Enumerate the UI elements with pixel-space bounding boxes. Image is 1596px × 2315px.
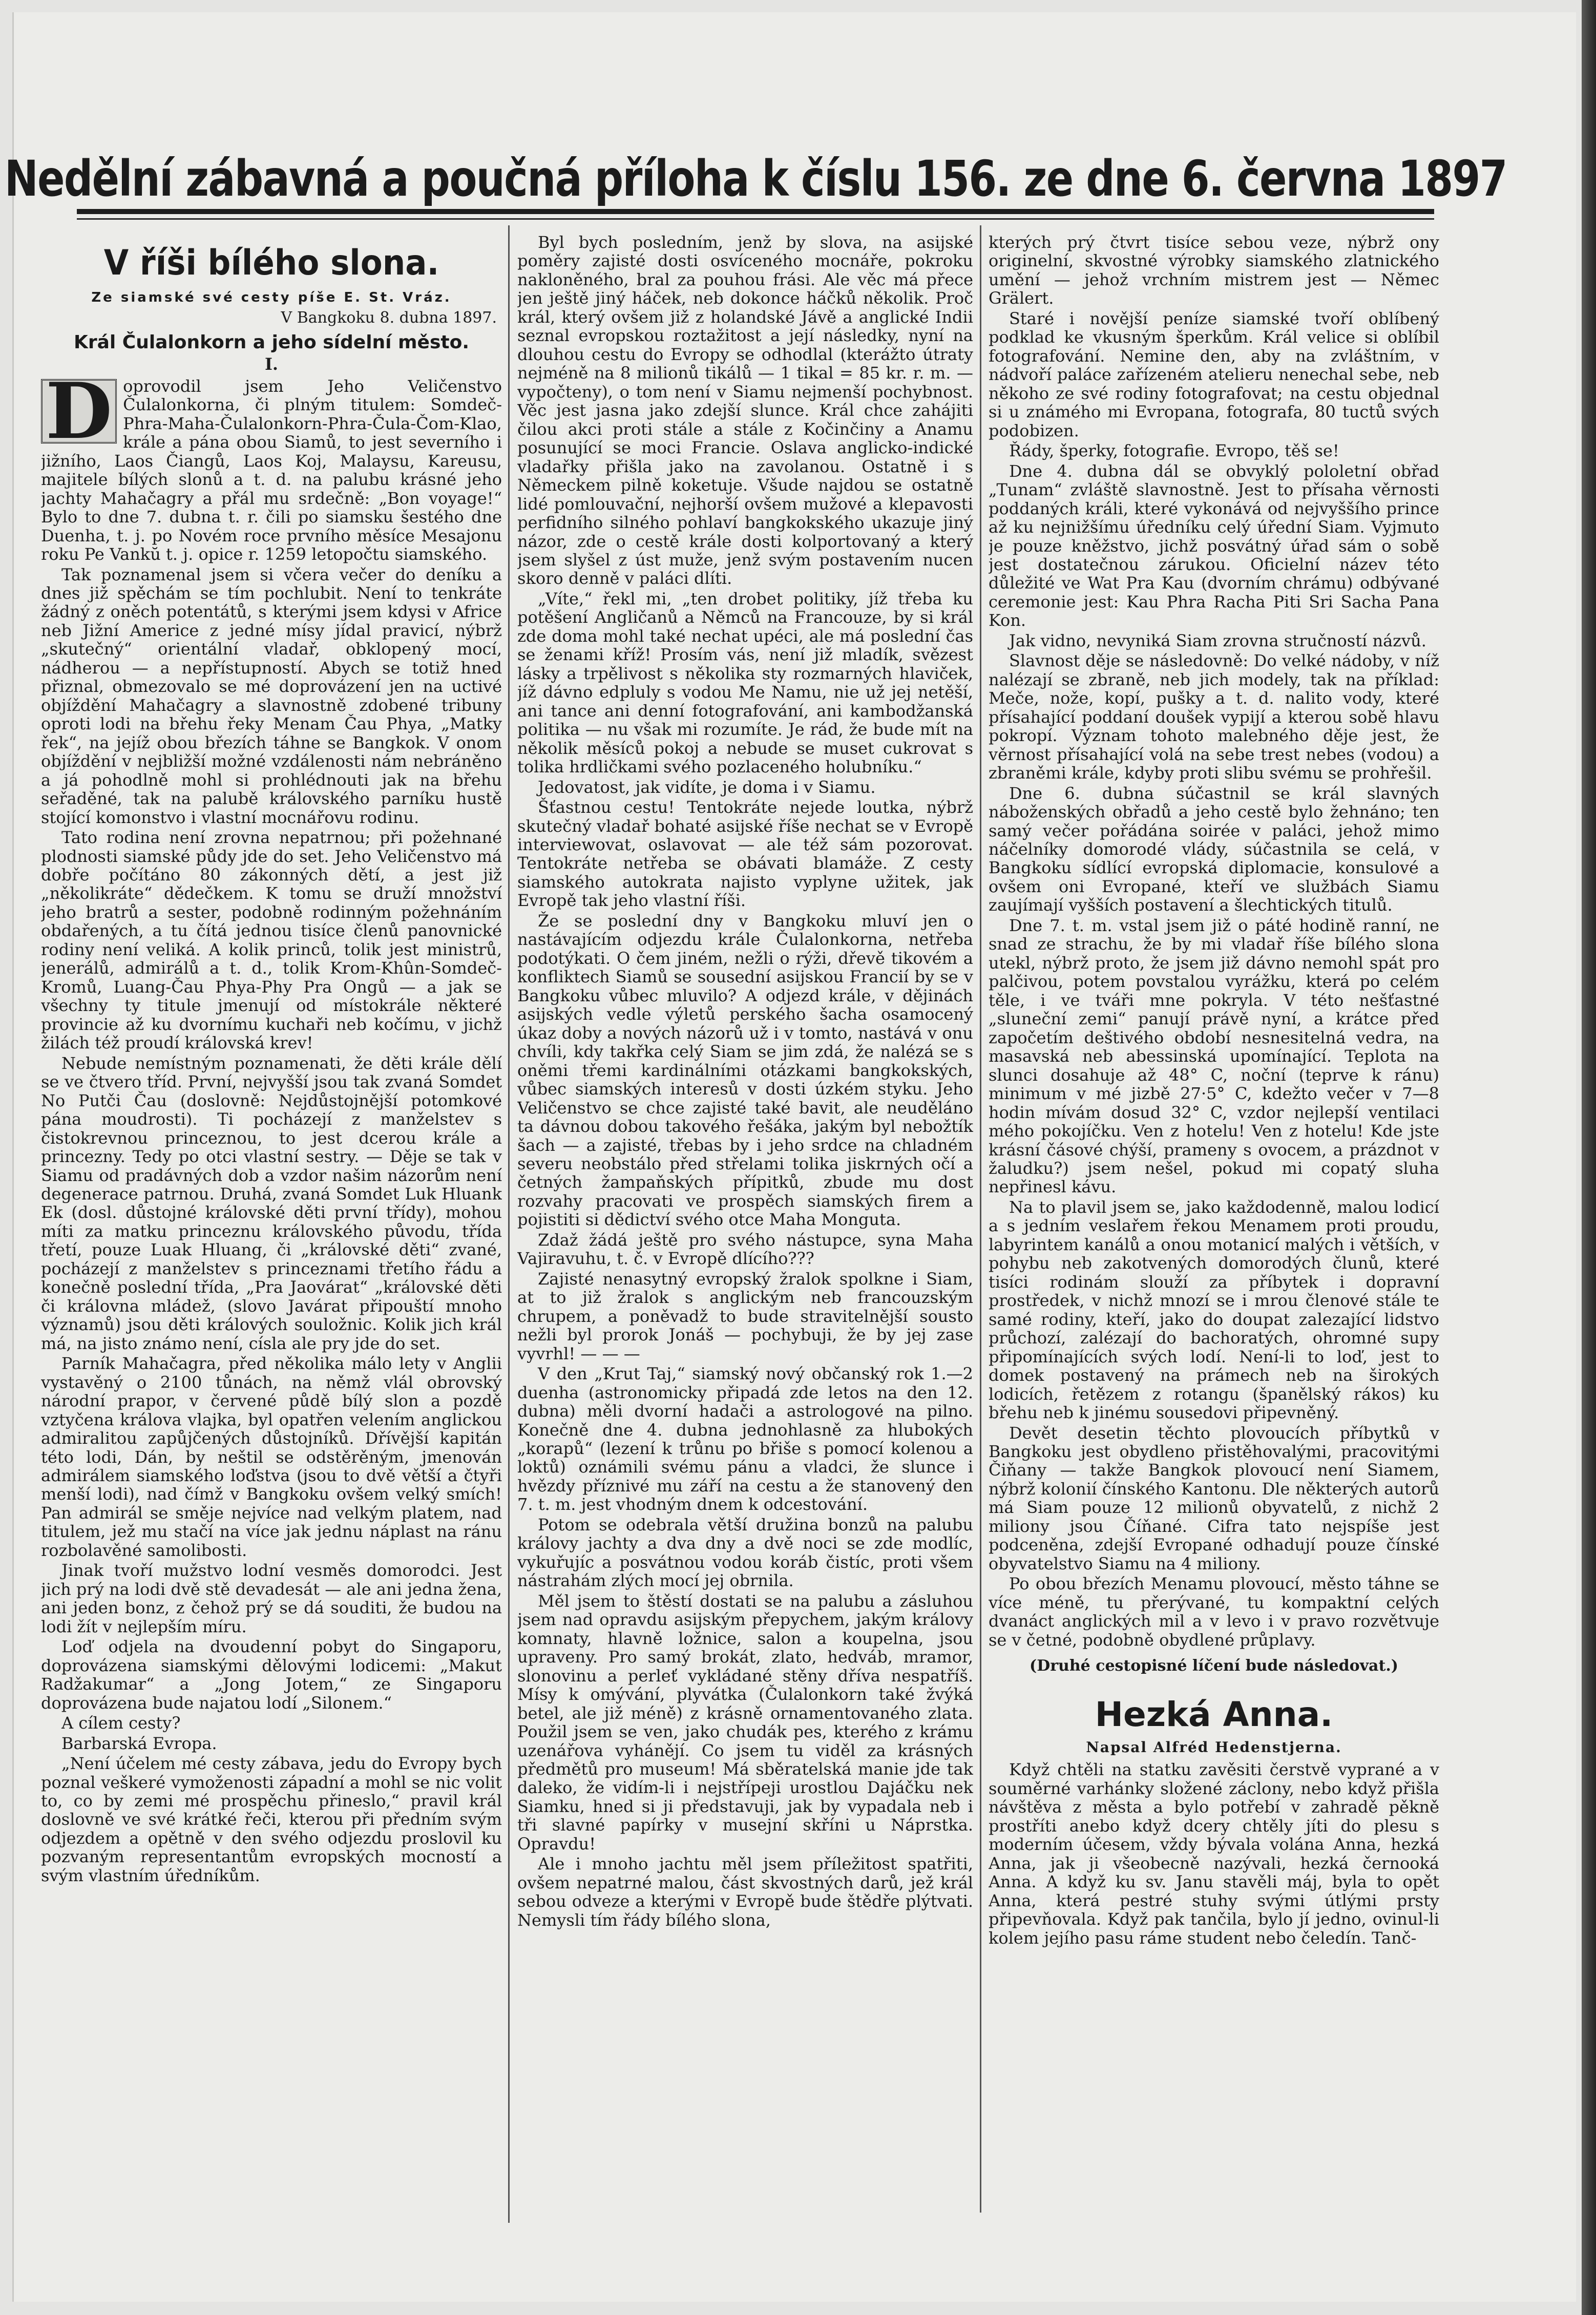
paragraph: V den „Krut Taj,“ siamský nový občanský rok 1.—2 duenha (astronomicky připadá zde letos na den 12. dubna) měli dvorní hadači a astrologové na pilno. Konečně dne 4. dubna jednohlasně za hlubokých „korapů“ (lezení k trůnu po břiše s pomocí kolenou a loktů) oznámili svému pánu a vladci, že slunce i hvězdy příznivé mu září na cestu a že stanovený den 7. t. m. jest vhodným dnem k odcestování. xyxy=(517,1364,973,1514)
article-title: V říši bílého slona. xyxy=(103,243,439,283)
part-number: I. xyxy=(264,354,279,374)
paragraph: Parník Mahačagra, před několika málo lety v Anglii vystavěný o 2100 tůnách, na němž vlál obrovský národní prapor, v červené půdě bílý slon a pozdě vztyčena králova vlajka, byl opatřen velením anglickou admiralitou zapůjčených důstojníků. Dřívější kapitán této lodi, Dán, by neštil se odstěrěným, jmenován admirálem siamského loďstva (jsou to dvě větší a čtyři menší lodi), nad čímž v Bangkoku ovšem velký smích! Pan admirál se směje nejvíce nad velkým platem, nad titulem, jež mu stačí na více jak jednu náplast na ránu rozbolavěné samolibosti. xyxy=(41,1354,502,1560)
masthead-rule-thin xyxy=(77,218,1434,220)
masthead xyxy=(4,131,1507,207)
section-heading: Král Čulalonkorn a jeho sídelní město. xyxy=(73,332,470,353)
paragraph: Loď odjela na dvoudenní pobyt do Singaporu, doprovázena siamskými dělovými lodicemi: „Makut Radžakumar“ a „Jong Jotem,“ ze Singaporu doprovázena bude najatou lodí „Silonem.“ xyxy=(41,1637,502,1713)
paragraph: Tato rodina není zrovna nepatrnou; při požehnané plodnosti siamské půdy jde do set. Jeho Veličenstvo má dobře počítáno 80 zákonných dětí, a jest již „několikráte“ dědečkem. K tomu se druží množství jeho bratrů a sester, podobně rodinným požehnáním obdařených, a tu čítá jednou tisíce členů panovnické rodiny není veliká. A kolik princů, tolik jest ministrů, jenerálů, admirálů a t. d., tolik Krom-Khûn-Somdeč-Kromů, Luang-Čau Phya-Phy Pra Ongů — a jak se všechny ty titule jmenují od místokrále některé provincie až ku dvornímu kuchaři neb kočímu, v jichž žilách též proudí královská krev! xyxy=(41,828,502,1053)
paragraph: A cílem cesty? xyxy=(61,1713,181,1733)
paragraph: Staré i novější peníze siamské tvoří oblíbený podklad ke vkusným šperkům. Král velice si oblíbil fotografování. Nemine den, aby na zvláštním, v nádvoří paláce zařízeném atelieru nenechal sebe, neb někoho ze své rodiny fotografovat; na cestu objednal si u známého mi Evropana, fotografa, 80 tuctů svých podobizen. xyxy=(989,308,1439,440)
paragraph: Že se poslední dny v Bangkoku mluví jen o nastávajícím odjezdu krále Čulalonkorna, netřeba podotýkati. O čem jiném, nežli o rýži, dřevě tikovém a konfliktech Siamů se sousední asijskou Francií by se v Bangkoku vůbec mluvilo? A odjezd krále, v dějinách asijských vedle výletů perského šacha osamocený úkaz doby a nových názorů už i v tomto, nastává v onu chvíli, kdy takřka celý Siam se jim zdá, že nalézá se s oněmi třemi kardinálními otázkami bangkokských, vůbec siamských interesů v dosti úzkém styku. Jeho Veličenstvo se chce zajisté také bavit, ale neuděláno ta dávnou dobou takového řešáka, jakým byl nebožtík šach — a zajisté, třebas by i jeho srdce na chladném severu neobstálo před střelami tolika jiskrných očí a četných žampaňských přípitků, zbude mu dost rozvahy pracovati ve prospěch siamských firem a pojistiti si dědictví svého otce Maha Monguta. xyxy=(517,911,973,1230)
continuation-note: (Druhé cestopisné líčení bude následovat.) xyxy=(1030,1657,1398,1675)
paragraph: Jinak tvoří mužstvo lodní vesměs domorodci. Jest jich prý na lodi dvě stě devadesát — ale ani jedna žena, ani jeden bonz, z čehož prý se dá souditi, že budou na lodi žít v nejlepším míru. xyxy=(41,1561,502,1636)
paragraph: Jak vidno, nevyniká Siam zrovna stručností názvů. xyxy=(1009,630,1426,650)
paragraph: Dne 4. dubna dál se obvyklý pololetní obřad „Tunam“ zvláště slavnostně. Jest to přísaha věrnosti poddaných králi, které vykonává od nejvyššího prince až ku nejnižšímu úředníku celý úřední Siam. Vyjmuto je pouze kněžstvo, jichž posvátný úřad sám o sobě jest dostatečnou zárukou. Oficielní název této důležité ve Wat Pra Kau (dvorním chrámu) odbývané ceremonie jest: Kau Phra Racha Piti Sri Sacha Pana Kon. xyxy=(989,461,1439,630)
paragraph: Šťastnou cestu! Tentokráte nejede loutka, nýbrž skutečný vladař bohaté asijské říše nechat se v Evropě interviewovat, oslavovat — ale též sám pozorovat. Tentokráte netřeba se obávati blamáže. Z cesty siamského autokrata najisto vyplyne užitek, jak Evropě tak jeho vlastní říši. xyxy=(517,797,973,911)
paragraph: Řády, šperky, fotografie. Evropo, těš se! xyxy=(1009,441,1339,461)
paragraph: „Víte,“ řekl mi, „ten drobet politiky, jíž třeba ku potěšení Angličanů a Němců na Francouze, by si král zde doma mohl také nechat upéci, ale má poslední čas se ženami kříž! Prosím vás, není již mladík, svězest lásky a trpělivost s několika sty rozmarných hlaviček, jíž dávno edpluly s vodou Me Namu, nie už jej netěší, ani tance ani denní fotografování, ani kambodžanská politika — nu však mi rozumíte. Je rád, že bude mít na několik měsíců pokoj a nebude se muset cukrovat s tolika hrdličkami svého pozlaceného holubníku.“ xyxy=(517,588,973,777)
paragraph: „Není účelem mé cesty zábava, jedu do Evropy bych poznal veškeré vymoženosti západní a mohl se nic volit to, co by zemi mé prospěchu přineslo,“ pravil král doslovně ve své krátké řeči, kterou při předním svým odjezdem a opětně v den svého odjezdu proslovil ku pozvaným representantům evropských mocností a svým vlastním úředníkům. xyxy=(41,1754,502,1885)
paragraph: Tak poznamenal jsem si včera večer do deníku a dnes již spěchám se tím pochlubit. Není to tenkráte žádný z oněch potentátů, s kterými jsem kdysi v Africe neb Jižní Americe z jedné mísy jídal pravicí, nýbrž „skutečný“ orientální vladař, obklopený mocí, nádherou — a nepřístupností. Abych se totiž hned přiznal, obmezovalo se mé doprovázení jen na uctivé objíždění Mahačagry a slavnostně zdobené tribuny oproti lodi na břehu řeky Menam Čau Phya, „Matky řek“, na jejíž obou březích táhne se Bangkok. V onom objíždění v nejbližší možné vzdálenosti nám nebráněno a já pohodlně mohl si prohlédnouti jak na břehu seřaděné, tak na palubě královského parníku hustě stojící komonstvo i vlastní mocnářovu rodinu. xyxy=(41,564,502,827)
paragraph: Zdaž žádá ještě pro svého nástupce, syna Maha Vajiravuhu, t. č. v Evropě dlícího??? xyxy=(517,1230,973,1269)
story-byline: Napsal Alfréd Hedenstjerna. xyxy=(1086,1738,1342,1756)
masthead-rule-thick xyxy=(77,209,1434,214)
paragraph: Devět desetin těchto plovoucích příbytků v Bangkoku jest obydleno přistěhovalými, pracovitými Čiňany — takže Bangkok plovoucí není Siamem, nýbrž kolonií čínského Kantonu. Dle některých autorů má Siam pouze 12 milionů obyvatelů, z nichž 2 miliony jsou Číňané. Cifra tato nejspíše jest podceněna, zdejší Evropané odhadují pouze čínské obyvatelstvo Siamu na 4 miliony. xyxy=(989,1423,1439,1573)
paragraph: Potom se odebrala větší družina bonzů na palubu královy jachty a dva dny a dvě noci se zde modlíc, vykuřujíc a posvátnou vodou koráb čistíc, proti všem nástrahám zlých mocí jej obrnila. xyxy=(517,1514,973,1591)
column-divider-1 xyxy=(508,225,510,2223)
paragraph: Měl jsem to štěstí dostati se na palubu a zásluhou jsem nad opravdu asijským přepychem, jakým královy komnaty, hlavně ložnice, salon a koupelna, jsou upraveny. Pro samý brokát, zlato, hedváb, mramor, slonovinu a perleť vykládané stěny dříva nespatříš. Mísy k omývání, plyvátka (Čulalonkorn také žvýká betel, ale již méně) z krásně ornamentovaného zlata. Použil jsem se ven, jako chudák pes, kterého z krámu uzenářova vyhánějí. Co jsem tu viděl za krásných předmětů pro museum! Má sběratelská manie jde tak daleko, že vidím-li i nejstřípeji urostlou Dajáčku nek Siamku, hned si ji představuji, jak by vypadala neb i tři slavné papírky v musejní skříni u Náprstka. Opravdu! xyxy=(517,1591,973,1854)
column-divider-2 xyxy=(980,225,981,2213)
paragraph: oprovodil jsem Jeho Veličenstvo Čulalonkorna, či plným titulem: Somdeč-Phra-Maha-Čulalonkorn-Phra-Čula-Čom-Klao, krále a pána obou Siamů, to jest severního i jižního, Laos Čiangů, Laos Koj, Malaysu, Kareusu, majitele bílých slonů a t. d. na palubu krásné jeho jachty Mahačagry a přál mu srdečně: „Bon voyage!“ Bylo to dne 7. dubna t. r. čili po siamsku šestého dne Duenha, t. j. po Novém roce prvního měsíce Mesajonu roku Pe Vankŭ t. j. opice r. 1259 letopočtu siamského. xyxy=(41,376,502,564)
drop-cap: D xyxy=(41,379,117,444)
paragraph: Dne 6. dubna súčastnil se král slavných náboženských obřadů a jeho cestě bylo žehnáno; ten samý večer pořádána soirée v paláci, jehož mimo náčelníky domorodé vlády, súčastnila se celá, v Bangkoku sídlící evropská diplomacie, konsulové a ovšem oni Evropané, kteří ve službách Siamu zaujímají vyšších postavení a šlechtických titulů. xyxy=(989,783,1439,915)
paragraph: Na to plavil jsem se, jako každodenně, malou lodicí a s jedním veslařem řekou Menamem proti proudu, labyrintem kanálů a onou motanicí malých i větších, v pohybu neb zakotvených domorodých člunů, které tisíci rodinám slouží za příbytek i dopravní prostředek, v nichž mnozí se i mrou členové stále te samé rodiny, kteří, jako do doupat zalezající lidstvo průchozí, zalézají do bachoratých, ohromné supy připomínajících svých lodí. Není-li to loď, jest to domek postavený na prámech neb na širokých lodicích, řetězem z rotangu (španělský rákos) ku břehu neb k jinému sousedovi připevněný. xyxy=(989,1197,1439,1423)
column-2 xyxy=(517,233,973,2220)
paragraph: Zajisté nenasytný evropský žralok spolkne i Siam, at to již žralok s anglickým neb francouzským chrupem, a poněvadž to bude stravitelnější sousto nežli byl prorok Jonáš — pochybuji, že by jej zase vyvrhl! — — — xyxy=(517,1269,973,1363)
paragraph: Byl bych posledním, jenž by slova, na asijské poměry zajisté dosti osvíceného mocnáře, pokroku nakloněného, bral za pouhou frási. Ale věc má přece jen ještě jiný háček, neb dokonce háčků několik. Proč král, který ovšem již z holandské Jávě a anglické Indii seznal evropskou roztažitost a její následky, nyní na dlouhou cestu do Evropy se odhodlal (kterážto útraty nejméně na 8 milionů tikálů — 1 tikal = 85 kr. r. m. — vypočteny), o tom není v Siamu nejmenší pochybnost. Věc jest jasna jako zdejší slunce. Král chce zahájiti čilou akci proti stále a stále z Kočinčiny a Anamu posunující se moci Francie. Oslava anglicko-indické vladařky přišla jako na zavolanou. Ostatně i s Německem pilně koketuje. Všude najdou se ostatně lidé pomlouvační, nejhorší ovšem mužové a klepavosti perfidního silného pohlaví bangkokského ukazuje jiný názor, zde o cestě krále dosti kolportovaný a který jsem slyšel z úst muže, jenž svým postavením nucen skoro denně v paláci dlíti. xyxy=(517,233,973,588)
paragraph: Když chtěli na statku zavěsiti čerstvě vyprané a v souměrné varhánky složené záclony, nebo když přišla návštěva z města a bylo potřebí v zahradě pěkně prostříti anebo když dcery chtěly jíti do plesu s moderním účesem, vždy bývala volána Anna, hezká Anna, jak ji všeobecně nazývali, hezká černooká Anna. A když ku sv. Janu stavěli máj, byla to opět Anna, která pestré stuhy svými útlými prsty připevňovala. Když pak tančila, bylo jí jedno, ovinul-li kolem jejího pasu ráme student nebo čeledín. Tanč- xyxy=(989,1760,1439,1948)
paragraph: Slavnost děje se následovně: Do velké nádoby, v níž nalézají se zbraně, neb jich modely, tak na příklad: Meče, nože, kopí, pušky a t. d. nalito vody, které přísahající poddaní doušek vypijí a kterou sobě hlavu pokropí. Význam tohoto malebného děje jest, že věrnost přísahající volá na sebe trest nebes (vodou) a zbraněmi krále, kdyby proti slibu svému se prohřešil. xyxy=(989,651,1439,783)
article-dateline: V Bangkoku 8. dubna 1897. xyxy=(281,309,497,327)
paragraph: Jedovatost, jak vidíte, je doma i v Siamu. xyxy=(538,777,876,797)
article-subtitle: Ze siamské své cesty píše E. St. Vráz. xyxy=(91,289,452,305)
column-1 xyxy=(41,233,502,2225)
paragraph: Po obou březích Menamu plovoucí, město táhne se více méně, tu přerývané, tu kompaktní celých dvanáct anglických mil a v levo i v pravo rozvětvuje se v četné, podobně obydlené průplavy. xyxy=(989,1574,1439,1650)
paragraph: Nebude nemístným poznamenati, že děti krále dělí se ve čtvero tříd. První, nejvyšší jsou tak zvaná Somdet No Putči Čau (doslovně: Nejdůstojnější potomkové pána moudrosti). Ti pocházejí z manželstev s čistokrevnou princeznou, to jest dcerou krále a princezny. Tedy po otci vlastní sestry. — Děje se tak v Siamu od pradávných dob a vzdor našim názorům není degenerace patrnou. Druhá, zvaná Somdet Luk Hluank Ek (dosl. důstojné královské děti první třídy), mohou míti za matku princeznu královského původu, třída třetí, pouze Luak Hluang, či „královské děti“ zvané, pocházejí z manželstev s princeznami třetího řádu a konečně poslední třída, „Pra Jaovárat“ „královské děti či královna mládež, (slovo Javárat připouští mnoho významů) jsou děti králových souložnic. Kolik jich král má, na jisto známo není, císla ale pry jde do set. xyxy=(41,1053,502,1353)
supplement-title: Nedělní zábavná a poučná příloha k číslu 156. ze dne 6. června 1897 xyxy=(4,150,1507,207)
page-edge-shadow xyxy=(1582,0,1596,2315)
paragraph: Dne 7. t. m. vstal jsem již o páté hodině ranní, ne snad ze strachu, že by mi vladař říše bílého slona utekl, nýbrž proto, že jsem již dávno nemohl spát pro palčivou, potem povstalou vyrážku, která po celém těle, i ve tváři mne pokryla. V této nešťastné „sluneční zemi“ panují právě nyní, a krátce před započetím deštivého období nesnesitelná vedra, na masavská neb abessinská upomínající. Teplota na slunci dosahuje až 48° C, noční (teprve k ránu) minimum v mé jizbě 27·5° C, kdežto večer v 7—8 hodin mívám dosud 32° C, vzdor nejlepší ventilaci mého pokojíčku. Ven z hotelu! Ven z hotelu! Kde jste krásní čásové chýší, prameny s ovocem, a prázdnot v žaludku?) jsem nešel, pokud mi copatý sluha nepřinesl kávu. xyxy=(989,915,1439,1197)
column-3 xyxy=(989,233,1439,2210)
paragraph: Ale i mnoho jachtu měl jsem příležitost spatřiti, ovšem nepatrné malou, část skvostných darů, jež král sebou odveze a kterými v Evropě bude štědře plýtvati. Nemysli tím řády bílého slona, xyxy=(517,1854,973,1930)
story-title: Hezká Anna. xyxy=(1095,1695,1333,1735)
paragraph: Barbarská Evropa. xyxy=(61,1733,217,1753)
paragraph: kterých prý čtvrt tisíce sebou veze, nýbrž ony originelní, skvostné výrobky siamského zlatnického umění — jehož vrchním mistrem jest — Němec Grälert. xyxy=(989,233,1439,308)
